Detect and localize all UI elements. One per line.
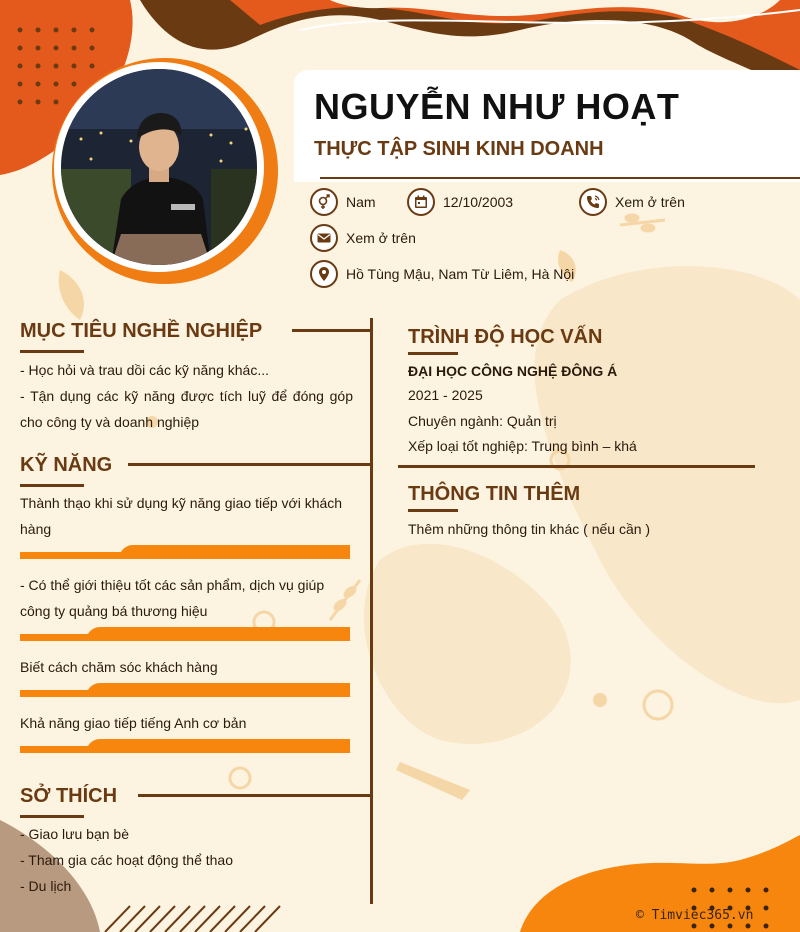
birthday-value: 12/10/2003 [443,194,514,210]
email-value: Xem ở trên [346,230,416,246]
objective-line: - Học hỏi và trau dồi các kỹ năng khác... [20,362,270,378]
skill-bar [20,627,350,641]
skill-bar [20,545,350,559]
avatar [54,62,264,272]
profile-photo [61,69,257,265]
contact-email [310,224,416,252]
hobbies-list [20,821,233,899]
location-pin-icon [310,260,338,288]
calendar-icon [407,188,435,216]
objective-rule [292,329,372,332]
education-major: Chuyên ngành: Quản trị [408,413,557,429]
hobbies-underline [20,815,84,818]
job-title: THỰC TẬP SINH KINH DOANH [314,138,604,160]
address-value: Hồ Tùng Mậu, Nam Từ Liêm, Hà Nội [346,266,575,282]
education-title: TRÌNH ĐỘ HỌC VẤN [408,326,603,348]
extra-title: THÔNG TIN THÊM [408,483,581,505]
objective-title: MỤC TIÊU NGHỀ NGHIỆP [20,320,263,342]
header-divider [320,177,800,179]
education-underline [408,352,458,355]
hobby-item: - Du lịch [20,878,72,894]
skills-underline [20,484,84,487]
gender-value: Nam [346,194,376,210]
phone-icon [579,188,607,216]
objective-underline [20,350,84,353]
skill-label: Thành thạo khi sử dụng kỹ năng giao tiếp với khách hàng [20,495,343,537]
contact-address [310,260,574,288]
skill-bar [20,683,350,697]
watermark: © Timviec365.vn [636,908,754,923]
contact-gender [310,188,376,216]
skill-label: - Có thể giới thiệu tốt các sản phẩm, dịch vụ giúp công ty quảng bá thương hiệu [20,577,325,619]
skills-rule [128,463,372,466]
education-grade: Xếp loại tốt nghiệp: Trung bình – khá [408,438,637,454]
skill-bar [20,739,350,753]
objective-line: - Tận dụng các kỹ năng được tích luỹ để đóng góp cho công ty và doanh nghiệp [20,388,353,430]
column-divider [370,318,373,904]
contact-birthday [407,188,513,216]
extra-text: Thêm những thông tin khác ( nếu cần ) [408,521,651,537]
full-name: NGUYỄN NHƯ HOẠT [314,86,680,127]
skill-label: Khả năng giao tiếp tiếng Anh cơ bản [20,715,247,731]
hobby-item: - Tham gia các hoạt động thể thao [20,852,233,868]
email-icon [310,224,338,252]
education-divider [398,465,755,468]
gender-icon [310,188,338,216]
education-years: 2021 - 2025 [408,387,483,403]
objective-content [20,357,353,435]
hobby-item: - Giao lưu bạn bè [20,826,129,842]
extra-underline [408,509,458,512]
skills-title: KỸ NĂNG [20,454,113,476]
phone-value: Xem ở trên [615,194,685,210]
hobbies-rule [138,794,372,797]
hobbies-title: SỞ THÍCH [20,785,118,807]
contact-phone [579,188,685,216]
school-name: ĐẠI HỌC CÔNG NGHỆ ĐÔNG Á [408,363,618,379]
skill-label: Biết cách chăm sóc khách hàng [20,659,218,675]
